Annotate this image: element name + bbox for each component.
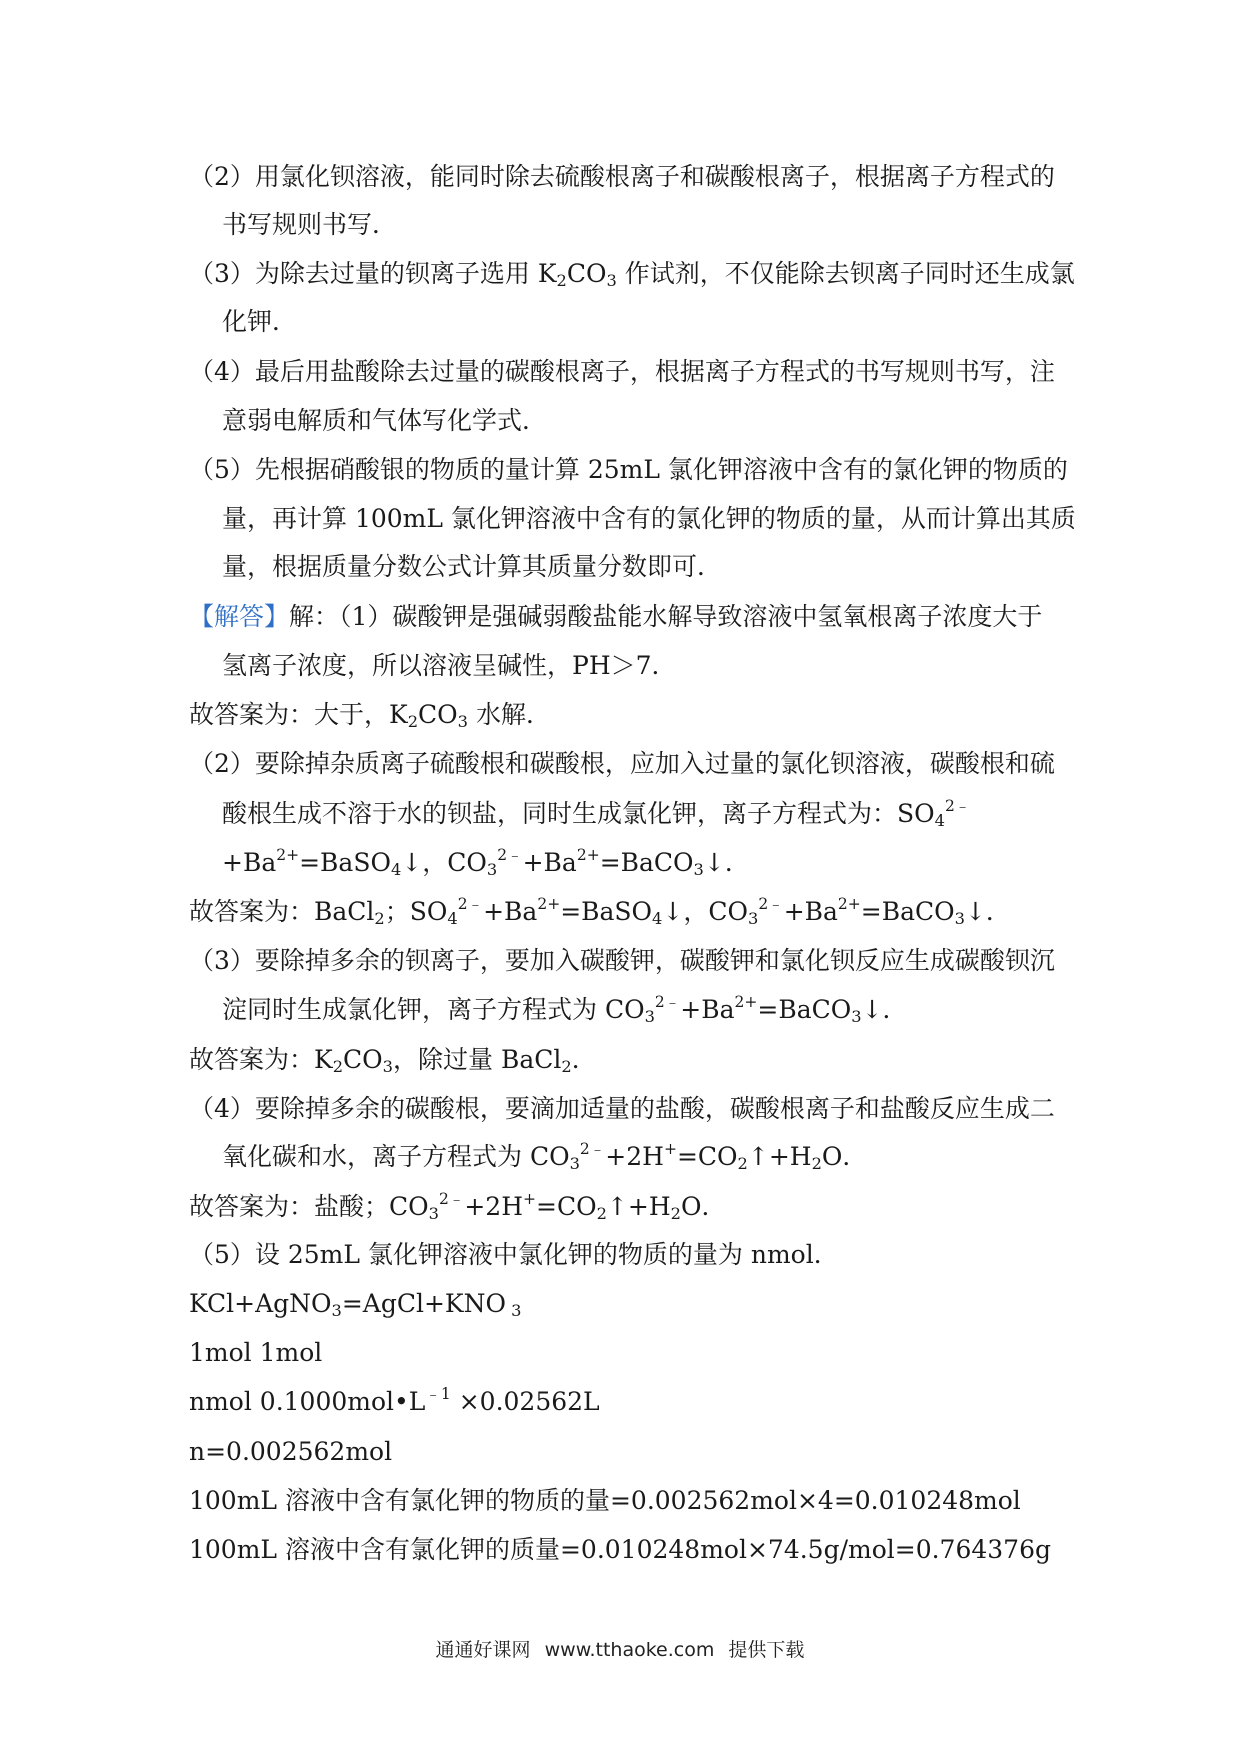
equation-line-6: 100mL 溶液中含有氯化钾的质量=0.010248mol×74.5g/mol=0.764376g (189, 1535, 1051, 1564)
footer-url[interactable]: www.tthaoke.com (544, 1639, 715, 1661)
equation-line-4: n=0.002562mol (189, 1437, 393, 1466)
paragraph-5-line-2: 量，再计算 100mL 氯化钾溶液中含有的氯化钾的物质的量，从而计算出其质 (222, 504, 1076, 533)
paragraph-4-line-2: 意弱电解质和气体写化学式． (222, 406, 548, 435)
answer-part-4-line-1: （4）要除掉多余的碳酸根，要滴加适量的盐酸，碳酸根离子和盐酸反应生成二 (189, 1094, 1055, 1123)
answer-conclusion-4: 故答案为：盐酸；$CO_3^{2﹣}+2H^+=CO_2↑+H_2O$． (189, 1190, 727, 1224)
equation-line-3: nmol $0.1000mol•L^{﹣1} \times 0.02562L$ (189, 1385, 600, 1416)
answer-line-1: 【解答】解：（1）碳酸钾是强碱弱酸盐能水解导致溶液中氢氧根离子浓度大于 (189, 602, 1043, 631)
paragraph-2-line-1: （2）用氯化钡溶液，能同时除去硫酸根离子和碳酸根离子，根据离子方程式的 (189, 162, 1055, 191)
answer-part-3-line-2: 淀同时生成氯化钾，离子方程式为 $CO_3^{2﹣}+Ba^{2+}=BaCO_3↓$． (222, 993, 908, 1027)
answer-line-2: 氢离子浓度，所以溶液呈碱性，PH＞7． (222, 651, 677, 680)
footer-site-name: 通通好课网 (435, 1639, 531, 1661)
equation-line-1: KCl+AgNO$_3$=AgCl+KNO $_3$ (189, 1289, 522, 1321)
footer-note: 提供下载 (728, 1639, 805, 1661)
answer-part-2-line-1: （2）要除掉杂质离子硫酸根和碳酸根，应加入过量的氯化钡溶液，碳酸根和硫 (189, 749, 1055, 778)
paragraph-3-line-2: 化钾． (222, 307, 298, 336)
equation-line-5: 100mL 溶液中含有氯化钾的物质的量=0.002562mol×4=0.010248mol (189, 1486, 1021, 1515)
answer-part-3-line-1: （3）要除掉多余的钡离子，要加入碳酸钾，碳酸钾和氯化钡反应生成碳酸钡沉 (189, 946, 1055, 975)
answer-part-2-line-3: $+Ba^{2+}=BaSO_4↓$，$CO_3^{2﹣}+Ba^{2+}=BaCO_3↓$． (222, 846, 750, 880)
answer-part-5-line: （5）设 25mL 氯化钾溶液中氯化钾的物质的量为 nmol． (189, 1240, 839, 1269)
paragraph-5-line-1: （5）先根据硝酸银的物质的量计算 25mL 氯化钾溶液中含有的氯化钾的物质的 (189, 455, 1068, 484)
answer-tag: 【解答】 (189, 602, 290, 631)
answer-conclusion-3: 故答案为：$K_2CO_3$，除过量 BaCl$_2$． (189, 1045, 597, 1077)
answer-part-4-line-2: 氧化碳和水，离子方程式为 $CO_3^{2﹣}+2H^+=CO_2↑+H_2O$． (222, 1140, 868, 1174)
answer-conclusion-1: 故答案为：大于，$K_2CO_3$ 水解． (189, 700, 551, 732)
paragraph-4-line-1: （4）最后用盐酸除去过量的碳酸根离子，根据离子方程式的书写规则书写，注 (189, 357, 1055, 386)
page-footer (0, 1635, 1240, 1662)
paragraph-3-line-1: （3）为除去过量的钡离子选用 $K_2CO_3$ 作试剂，不仅能除去钡离子同时还生成氯 (189, 259, 1075, 291)
equation-line-2: 1mol 1mol (189, 1338, 323, 1367)
answer-conclusion-2: 故答案为：BaCl$_2$；$SO_4^{2﹣}+Ba^{2+}=BaSO_4↓$，$CO_3^{2﹣}+Ba^{2+}=BaCO_3↓$． (189, 895, 1011, 929)
paragraph-5-line-3: 量，根据质量分数公式计算其质量分数即可． (222, 552, 723, 581)
paragraph-2-line-2: 书写规则书写． (222, 210, 398, 239)
answer-part-2-line-2: 酸根生成不溶于水的钡盐，同时生成氯化钾，离子方程式为：$SO_4^{2﹣}$ (222, 797, 971, 831)
